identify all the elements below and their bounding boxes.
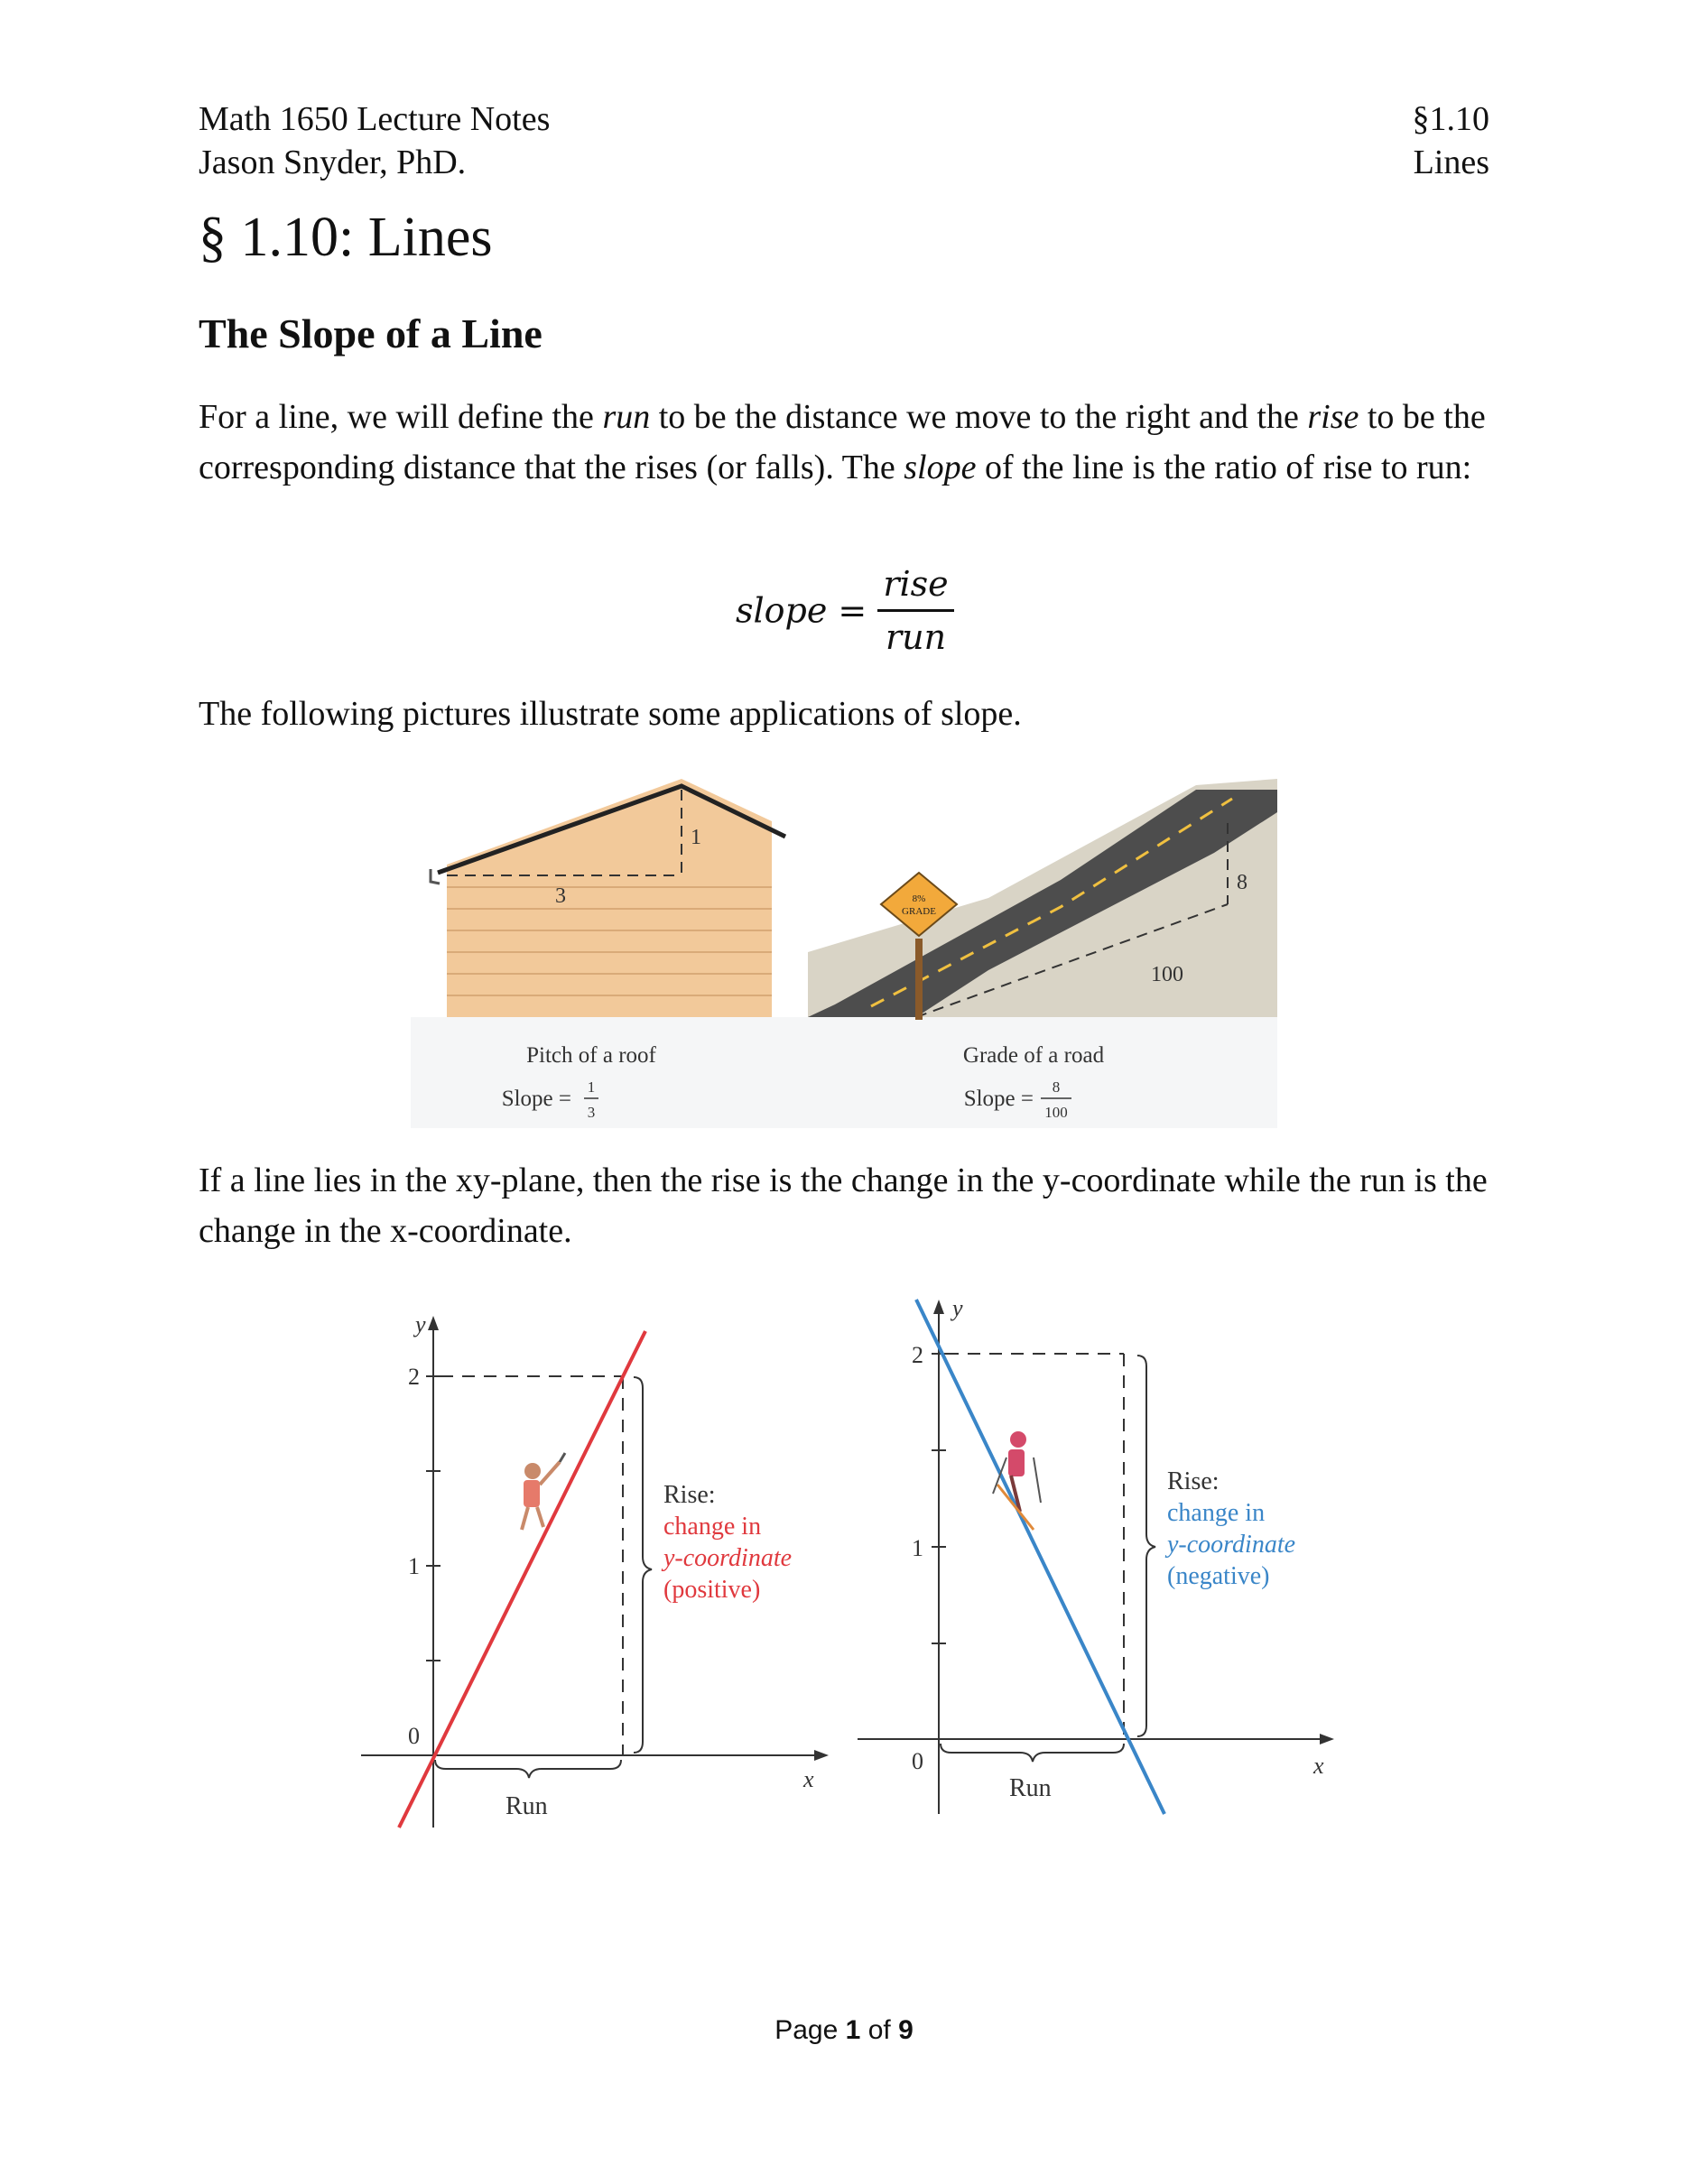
rise-line-1: change in (1167, 1499, 1266, 1527)
footer-of-word: of (867, 2015, 891, 2045)
run-term: run (602, 398, 651, 436)
road-slope-num: 8 (1052, 1078, 1061, 1096)
run-brace (941, 1744, 1124, 1762)
y-tick-2: 2 (912, 1342, 923, 1368)
negative-slope-graph (853, 1291, 1340, 1832)
run-label: Run (505, 1792, 548, 1820)
formula-numerator: rise (877, 564, 953, 612)
rise-line-2: y-coordinate (1167, 1531, 1296, 1559)
y-tick-0: 0 (408, 1723, 420, 1749)
rise-line-3: (positive) (663, 1576, 761, 1604)
skier-figure (993, 1431, 1041, 1530)
y-tick-1: 1 (912, 1535, 923, 1561)
roof-slope-num: 1 (587, 1078, 596, 1096)
roof-caption: Pitch of a roof (526, 1043, 656, 1068)
x-axis-label: x (1313, 1753, 1324, 1779)
intro-text-3: to be the corresponding distance that the rises (or falls). The (199, 398, 1486, 486)
header-right (1413, 97, 1490, 184)
footer-current-page: 1 (845, 2015, 861, 2045)
x-axis-label: x (803, 1766, 814, 1792)
road-run-label: 100 (1151, 963, 1183, 986)
y-tick-1: 1 (408, 1553, 420, 1579)
rise-title: Rise: (663, 1481, 716, 1509)
xy-plane-paragraph: If a line lies in the xy-plane, then the rise is the change in the y-coordinate while the run is the change in the x-coordinate. (199, 1161, 1488, 1250)
rise-brace (1137, 1356, 1155, 1736)
intro-text-1: For a line, we will define the (199, 398, 603, 436)
road-rise-label: 8 (1237, 871, 1247, 894)
intro-text-2: to be the distance we move to the right and the (650, 398, 1308, 436)
course-name: Math 1650 Lecture Notes (199, 100, 551, 138)
header-left (199, 97, 550, 184)
road-slope-label: Slope = (963, 1087, 1034, 1111)
page-footer (0, 2015, 1688, 2046)
formula-denominator: run (885, 617, 947, 657)
climber-figure (522, 1453, 565, 1530)
section-subtitle: The Slope of a Line (199, 310, 543, 356)
sign-text-2: GRADE (902, 906, 936, 917)
rise-line-1: change in (663, 1513, 762, 1541)
rise-title: Rise: (1167, 1467, 1220, 1495)
roof-rise-label: 1 (691, 826, 701, 849)
rise-line-2: y-coordinate (663, 1544, 793, 1572)
sign-text-1: 8% (912, 893, 926, 904)
y-axis-label: y (415, 1311, 426, 1337)
page-title: § 1.10: Lines (199, 207, 493, 268)
footer-page-word: Page (774, 2015, 839, 2045)
rise-line-3: (negative) (1167, 1562, 1270, 1590)
intro-text-4: of the line is the ratio of rise to run: (976, 449, 1472, 486)
roof-slope-label: Slope = (501, 1087, 571, 1111)
y-tick-0: 0 (912, 1748, 923, 1774)
positive-slope-line (399, 1331, 645, 1828)
roof-slope-den: 3 (587, 1104, 596, 1121)
road-slope-den: 100 (1044, 1104, 1068, 1121)
rise-term: rise (1307, 398, 1359, 436)
pictures-intro: The following pictures illustrate some applications of slope. (199, 695, 1022, 733)
author-name: Jason Snyder, PhD. (199, 143, 467, 181)
intro-paragraph (199, 392, 1535, 493)
run-brace (435, 1760, 621, 1778)
rise-brace (634, 1377, 652, 1753)
y-tick-2: 2 (408, 1364, 420, 1390)
roof-run-label: 3 (555, 884, 566, 908)
formula-lhs: slope = (736, 590, 867, 631)
slope-applications-figure (411, 772, 1277, 1128)
formula-fraction (877, 564, 953, 657)
section-number: §1.10 (1412, 100, 1489, 138)
slope-term: slope (904, 449, 977, 486)
run-label: Run (1009, 1774, 1052, 1802)
y-axis-label: y (952, 1295, 963, 1321)
slope-formula (736, 564, 954, 657)
footer-total-pages: 9 (898, 2015, 914, 2045)
negative-slope-line (916, 1300, 1164, 1814)
road-caption: Grade of a road (962, 1043, 1105, 1068)
positive-slope-graph (352, 1300, 830, 1841)
section-name: Lines (1413, 143, 1489, 181)
